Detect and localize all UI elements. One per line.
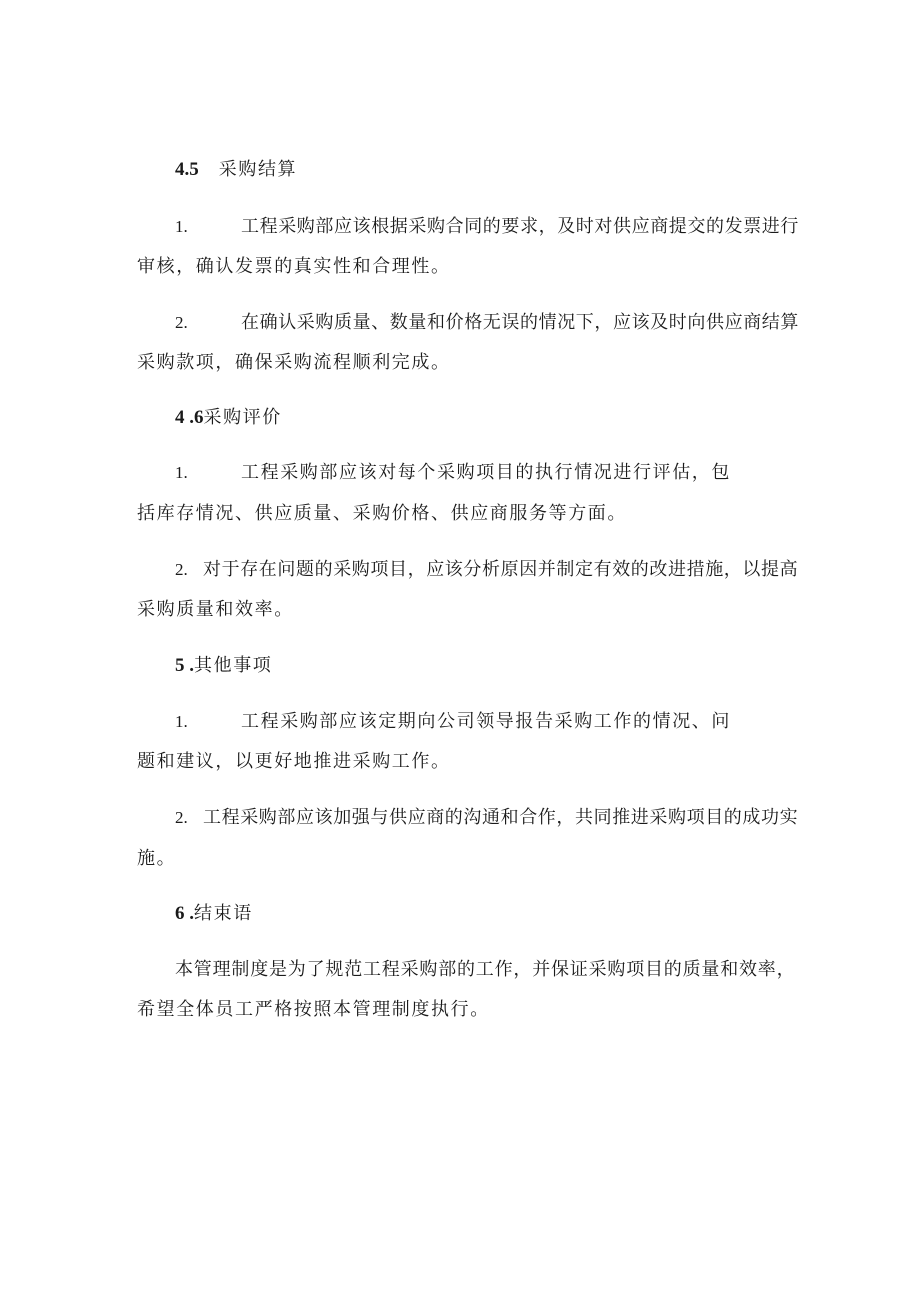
item-text: 工程采购部应该加强与供应商的沟通和合作，共同推进采购项目的成功实 [203,807,799,828]
section-number: 4.5 [175,159,199,180]
item-text: 对于存在问题的采购项目，应该分析原因并制定有效的改进措施，以提高 [203,559,799,580]
closing-paragraph-line1: 本管理制度是为了规范工程采购部的工作，并保证采购项目的质量和效率， [175,959,796,980]
item-text: 工程采购部应该对每个采购项目的执行情况进行评估，包 [241,462,731,483]
closing-paragraph-line2: 希望全体员工严格按照本管理制度执行。 [137,999,490,1020]
item-index: 2. [175,313,188,332]
item-text: 在确认采购质量、数量和价格无误的情况下，应该及时向供应商结算 [241,312,799,333]
section-number: 6 . [175,903,194,924]
list-item-5-2-line1 [175,806,798,830]
section-title: 采购评价 [203,407,282,428]
list-item-5-1-line2: 题和建议，以更好地推进采购工作。 [137,751,451,772]
list-item-4-5-1-line1 [175,215,799,239]
list-item-4-6-1-line2: 括库存情况、供应质量、采购价格、供应商服务等方面。 [137,503,627,524]
list-item-4-6-2-line1 [175,558,798,582]
item-index: 1. [175,712,188,731]
section-heading-4-5 [175,158,297,182]
section-title: 其他事项 [194,655,273,676]
item-index: 2. [175,560,188,579]
item-text: 工程采购部应该定期向公司领导报告采购工作的情况、问 [241,711,731,732]
section-title: 采购结算 [218,159,298,180]
item-index: 1. [175,463,188,482]
list-item-4-5-2-line2: 采购款项，确保采购流程顺利完成。 [137,352,451,373]
item-index: 1. [175,217,188,236]
list-item-4-6-1-line1 [175,461,731,485]
section-number: 4 .6 [175,407,204,428]
section-heading-5 [175,654,272,678]
item-index: 2. [175,808,188,827]
list-item-5-1-line1 [175,710,731,734]
list-item-4-5-1-line2: 审核，确认发票的真实性和合理性。 [137,256,451,277]
list-item-5-2-line2: 施。 [137,848,177,869]
section-number: 5 . [175,655,194,676]
section-heading-4-6 [175,406,282,430]
section-title: 结束语 [194,903,253,924]
item-text: 工程采购部应该根据采购合同的要求，及时对供应商提交的发票进行 [241,216,799,237]
list-item-4-6-2-line2: 采购质量和效率。 [137,599,294,620]
section-heading-6 [175,902,253,926]
list-item-4-5-2-line1 [175,311,799,335]
